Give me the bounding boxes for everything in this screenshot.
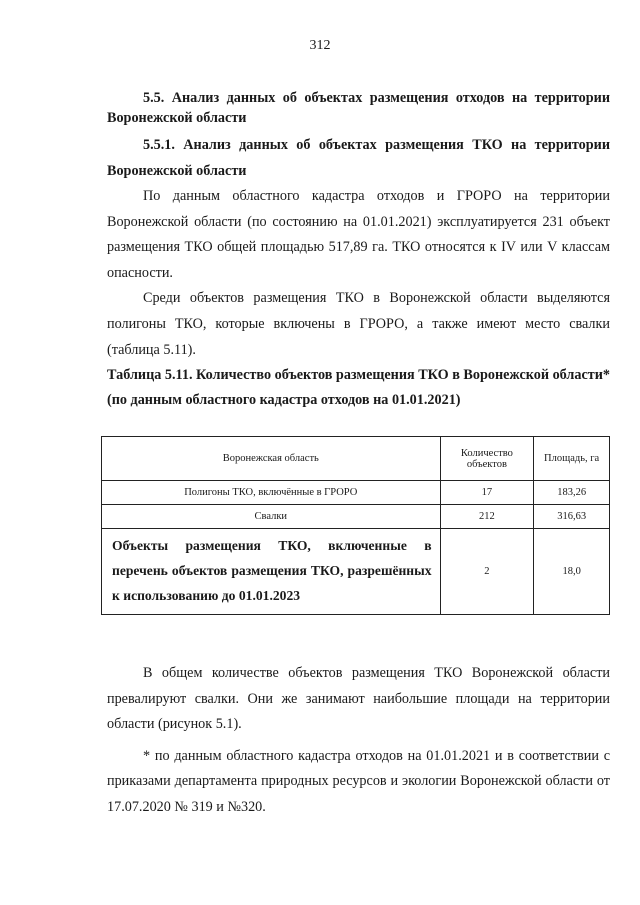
- document-body-after-table: [107, 661, 610, 821]
- table-header-count: Количество объектов: [440, 437, 534, 481]
- table-cell-name: Полигоны ТКО, включённые в ГРОРО: [102, 481, 441, 505]
- footnote: * по данным областного кадастра отходов на 01.01.2021 и в соответствии с приказами департамента природных ресурсов и экологии Воронежской области от 17.07.2020 № 319 и №320.: [107, 747, 610, 815]
- section-heading: 5.5. Анализ данных об объектах размещения отходов на территории Воронежской области: [107, 90, 610, 126]
- table-cell-area: 183,26: [534, 481, 610, 505]
- table-row: [102, 529, 610, 615]
- document-body: [107, 88, 610, 413]
- paragraph-1: По данным областного кадастра отходов и ГРОРО на территории Воронежской области (по состоянию на 01.01.2021) эксплуатируется 231 объект размещения ТКО общей площадью 517,89 га. ТКО относятся к IV или V классам опасности.: [107, 188, 610, 281]
- subsection-heading: 5.5.1. Анализ данных об объектах размещения ТКО на территории Воронежской области: [107, 137, 610, 179]
- table-cell-count: 212: [440, 505, 534, 529]
- table-cell-name: Свалки: [102, 505, 441, 529]
- table-row: [102, 505, 610, 529]
- table-cell-area: 18,0: [534, 529, 610, 615]
- table-header-row: [102, 437, 610, 481]
- table-cell-count: 17: [440, 481, 534, 505]
- table-header-area: Площадь, га: [534, 437, 610, 481]
- page-number: 312: [309, 38, 331, 53]
- table-cell-area: 316,63: [534, 505, 610, 529]
- table-row: [102, 481, 610, 505]
- table-header-region: Воронежская область: [102, 437, 441, 481]
- paragraph-2: Среди объектов размещения ТКО в Воронежской области выделяются полигоны ТКО, которые включены в ГРОРО, а также имеют место свалки (таблица 5.11).: [107, 290, 610, 358]
- waste-objects-table: [101, 436, 610, 615]
- table-cell-name: Объекты размещения ТКО, включенные в перечень объектов размещения ТКО, разрешённых к использованию до 01.01.2023: [102, 529, 441, 615]
- table-caption: Таблица 5.11. Количество объектов размещения ТКО в Воронежской области* (по данным областного кадастра отходов на 01.01.2021): [107, 367, 610, 409]
- paragraph-3: В общем количестве объектов размещения ТКО Воронежской области превалируют свалки. Они же занимают наибольшие площади на территории области (рисунок 5.1).: [107, 665, 610, 733]
- table-cell-count: 2: [440, 529, 534, 615]
